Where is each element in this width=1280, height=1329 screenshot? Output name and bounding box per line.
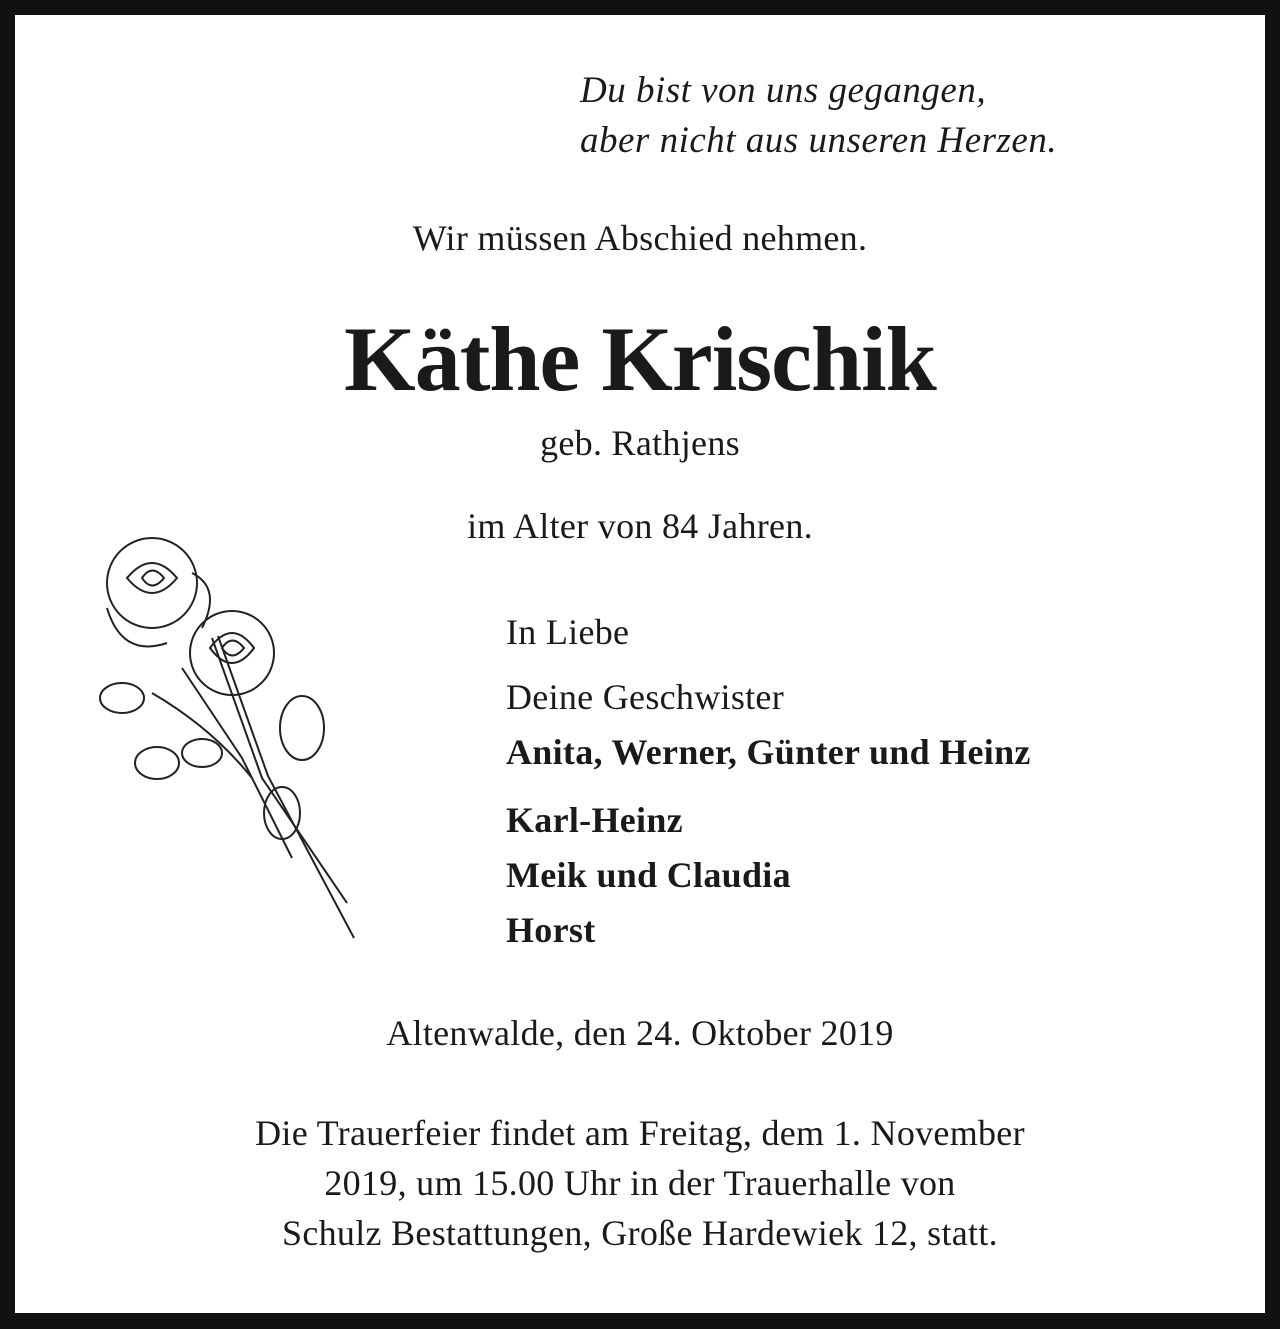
funeral-line-1: Die Trauerfeier findet am Freitag, dem 1. November bbox=[255, 1113, 1025, 1153]
intro-text: Wir müssen Abschied nehmen. bbox=[412, 218, 868, 258]
age-text: im Alter von 84 Jahren. bbox=[467, 506, 813, 546]
birth-name: geb. Rathjens bbox=[540, 423, 740, 463]
roses-illustration-icon bbox=[92, 528, 367, 953]
place-date: Altenwalde, den 24. Oktober 2019 bbox=[386, 1013, 894, 1053]
mourner-name: Horst bbox=[506, 910, 596, 950]
mourner-name: Meik und Claudia bbox=[506, 855, 791, 895]
deceased-name: Käthe Krischik bbox=[344, 308, 936, 410]
siblings-label: Deine Geschwister bbox=[506, 677, 785, 717]
funeral-line-2: 2019, um 15.00 Uhr in der Trauerhalle von bbox=[324, 1163, 956, 1203]
motto-line-2: aber nicht aus unseren Herzen. bbox=[580, 120, 1058, 161]
siblings-names: Anita, Werner, Günter und Heinz bbox=[506, 732, 1031, 772]
mourner-name: Karl-Heinz bbox=[506, 800, 683, 840]
motto-line-1: Du bist von uns gegangen, bbox=[580, 70, 987, 111]
in-love-text: In Liebe bbox=[506, 612, 630, 652]
funeral-line-3: Schulz Bestattungen, Große Hardewiek 12, statt. bbox=[282, 1213, 998, 1253]
